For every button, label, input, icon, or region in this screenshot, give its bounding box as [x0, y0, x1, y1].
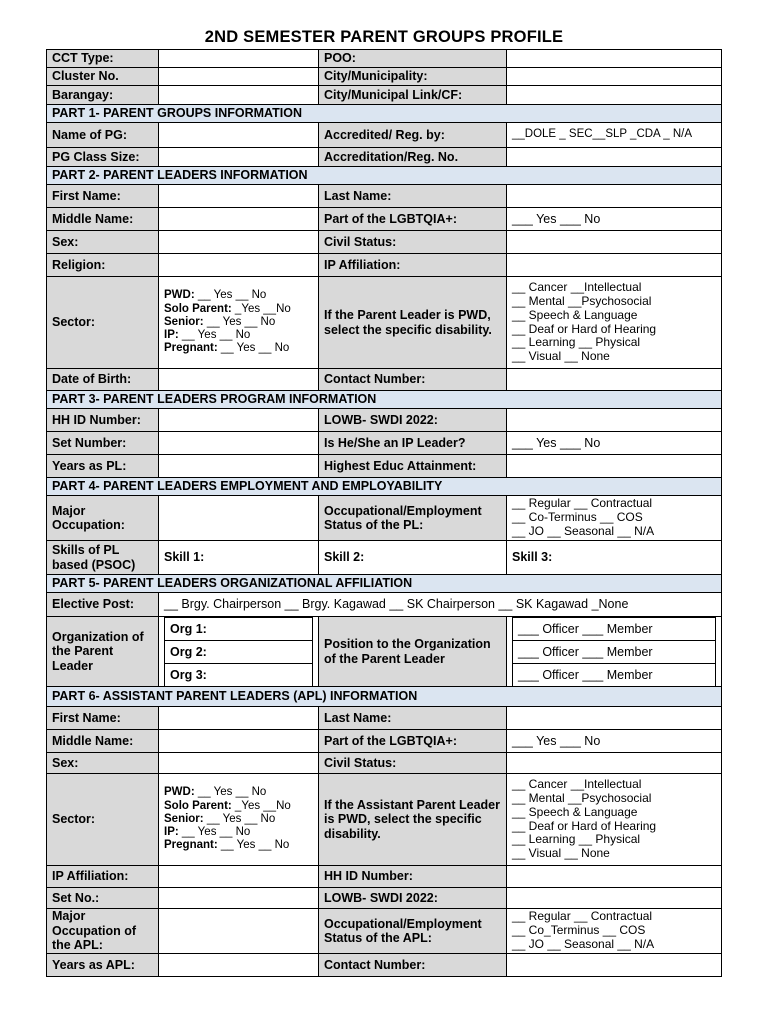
- apl-first-name-label: First Name:: [47, 707, 159, 730]
- disability-option[interactable]: __ Mental __Psychosocial: [512, 293, 652, 308]
- pl-sex-label: Sex:: [47, 231, 159, 254]
- pl-lgbtqia-label: Part of the LGBTQIA+:: [319, 208, 507, 231]
- apl-ip-affiliation-label: IP Affiliation:: [47, 866, 159, 888]
- pl-sex-field[interactable]: [159, 231, 319, 254]
- org1-field[interactable]: Org 1:: [165, 618, 313, 641]
- accredited-options[interactable]: __DOLE _ SEC__SLP _CDA _ N/A: [507, 123, 722, 148]
- pl-sector-pregnant[interactable]: Pregnant: __ Yes __ No: [164, 342, 290, 355]
- position-option[interactable]: ___ Officer ___ Member: [513, 618, 716, 641]
- disability-option[interactable]: __ Learning __ Physical: [512, 832, 641, 847]
- apl-major-occupation-label: Major Occupation of the APL:: [47, 909, 159, 954]
- pg-name-field[interactable]: [159, 123, 319, 148]
- pl-sector-options[interactable]: [159, 277, 319, 369]
- poo-label: POO:: [319, 50, 507, 68]
- apl-contact-label: Contact Number:: [319, 954, 507, 977]
- pl-first-name-field[interactable]: [159, 185, 319, 208]
- city-link-field[interactable]: [507, 86, 722, 105]
- pl-years-label: Years as PL:: [47, 455, 159, 478]
- part2-heading: PART 2- PARENT LEADERS INFORMATION: [47, 167, 722, 185]
- cluster-no-label: Cluster No.: [47, 68, 159, 86]
- cluster-no-field[interactable]: [159, 68, 319, 86]
- part5-heading: PART 5- PARENT LEADERS ORGANIZATIONAL AFFILIATION: [47, 575, 722, 593]
- pl-skill2-field[interactable]: Skill 2:: [319, 541, 507, 575]
- apl-sex-field[interactable]: [159, 753, 319, 774]
- elective-post-options[interactable]: __ Brgy. Chairperson __ Brgy. Kagawad __ SK Chairperson __ SK Kagawad _None: [159, 593, 722, 617]
- pl-ip-leader-options[interactable]: ___ Yes ___ No: [507, 432, 722, 455]
- pl-contact-field[interactable]: [507, 369, 722, 391]
- pl-major-occupation-field[interactable]: [159, 496, 319, 541]
- employment-option[interactable]: __ Regular __ Contractual: [512, 496, 653, 511]
- pl-organization-label: Organization of the Parent Leader: [47, 617, 159, 687]
- org2-field[interactable]: Org 2:: [165, 641, 313, 664]
- employment-option[interactable]: __ Co-Terminus __ COS: [512, 510, 643, 525]
- employment-option[interactable]: __ JO __ Seasonal __ N/A: [512, 523, 655, 538]
- apl-lowb-field[interactable]: [507, 888, 722, 909]
- apl-last-name-label: Last Name:: [319, 707, 507, 730]
- pl-sector-ip[interactable]: IP: __ Yes __ No: [164, 329, 251, 342]
- disability-option[interactable]: __ Visual __ None: [512, 846, 610, 861]
- pl-civil-status-label: Civil Status:: [319, 231, 507, 254]
- pl-pwd-question: If the Parent Leader is PWD, select the specific disability.: [319, 277, 507, 369]
- part4-heading: PART 4- PARENT LEADERS EMPLOYMENT AND EMPLOYABILITY: [47, 478, 722, 496]
- disability-option[interactable]: __ Deaf or Hard of Hearing: [512, 321, 657, 336]
- cct-type-field[interactable]: [159, 50, 319, 68]
- pl-sector-solo-parent[interactable]: Solo Parent: _Yes __No: [164, 302, 291, 315]
- city-municipality-field[interactable]: [507, 68, 722, 86]
- pg-class-size-field[interactable]: [159, 148, 319, 167]
- pl-sector-senior[interactable]: Senior: __ Yes __ No: [164, 315, 276, 328]
- disability-option[interactable]: __ Mental __Psychosocial: [512, 790, 652, 805]
- apl-lgbtqia-label: Part of the LGBTQIA+:: [319, 730, 507, 753]
- pl-middle-name-label: Middle Name:: [47, 208, 159, 231]
- pl-dob-field[interactable]: [159, 369, 319, 391]
- pl-years-field[interactable]: [159, 455, 319, 478]
- apl-sector-pwd[interactable]: PWD: __ Yes __ No: [164, 786, 267, 799]
- apl-lgbtqia-options[interactable]: ___ Yes ___ No: [507, 730, 722, 753]
- apl-contact-field[interactable]: [507, 954, 722, 977]
- pl-hh-id-label: HH ID Number:: [47, 409, 159, 432]
- pl-ip-affiliation-field[interactable]: [507, 254, 722, 277]
- pl-hh-id-field[interactable]: [159, 409, 319, 432]
- pl-last-name-field[interactable]: [507, 185, 722, 208]
- disability-option[interactable]: __ Cancer __Intellectual: [512, 777, 642, 792]
- profile-form: [46, 49, 722, 977]
- pl-dob-label: Date of Birth:: [47, 369, 159, 391]
- part1-heading: PART 1- PARENT GROUPS INFORMATION: [47, 105, 722, 123]
- apl-sex-label: Sex:: [47, 753, 159, 774]
- apl-major-occupation-field[interactable]: [159, 909, 319, 954]
- part3-heading: PART 3- PARENT LEADERS PROGRAM INFORMATION: [47, 391, 722, 409]
- pl-last-name-label: Last Name:: [319, 185, 507, 208]
- disability-option[interactable]: __ Speech & Language: [512, 307, 638, 322]
- pl-employment-options[interactable]: [507, 496, 722, 541]
- pl-employment-status-label: Occupational/Employment Status of the PL:: [319, 496, 507, 541]
- accreditation-no-label: Accreditation/Reg. No.: [319, 148, 507, 167]
- apl-employment-status-label: Occupational/Employment Status of the APL:: [319, 909, 507, 954]
- barangay-label: Barangay:: [47, 86, 159, 105]
- pl-middle-name-field[interactable]: [159, 208, 319, 231]
- apl-years-label: Years as APL:: [47, 954, 159, 977]
- employment-option[interactable]: __ Co_Terminus __ COS: [512, 923, 646, 938]
- apl-set-no-field[interactable]: [159, 888, 319, 909]
- position-option[interactable]: ___ Officer ___ Member: [513, 664, 716, 687]
- pl-set-number-field[interactable]: [159, 432, 319, 455]
- employment-option[interactable]: __ Regular __ Contractual: [512, 909, 653, 924]
- pl-civil-status-field[interactable]: [507, 231, 722, 254]
- pl-lowb-field[interactable]: [507, 409, 722, 432]
- accreditation-no-field[interactable]: [507, 148, 722, 167]
- pl-org-list: [159, 617, 319, 687]
- disability-option[interactable]: __ Visual __ None: [512, 349, 610, 364]
- apl-middle-name-field[interactable]: [159, 730, 319, 753]
- part6-heading: PART 6- ASSISTANT PARENT LEADERS (APL) INFORMATION: [47, 687, 722, 707]
- pl-highest-educ-label: Highest Educ Attainment:: [319, 455, 507, 478]
- disability-option[interactable]: __ Deaf or Hard of Hearing: [512, 818, 657, 833]
- pl-religion-field[interactable]: [159, 254, 319, 277]
- apl-sector-senior[interactable]: Senior: __ Yes __ No: [164, 812, 276, 825]
- apl-middle-name-label: Middle Name:: [47, 730, 159, 753]
- apl-hh-id-label: HH ID Number:: [319, 866, 507, 888]
- apl-set-no-label: Set No.:: [47, 888, 159, 909]
- pg-name-label: Name of PG:: [47, 123, 159, 148]
- org3-field[interactable]: Org 3:: [165, 664, 313, 687]
- pl-lgbtqia-options[interactable]: ___ Yes ___ No: [507, 208, 722, 231]
- accredited-label: Accredited/ Reg. by:: [319, 123, 507, 148]
- cct-type-label: CCT Type:: [47, 50, 159, 68]
- apl-hh-id-field[interactable]: [507, 866, 722, 888]
- city-link-label: City/Municipal Link/CF:: [319, 86, 507, 105]
- pl-set-number-label: Set Number:: [47, 432, 159, 455]
- barangay-field[interactable]: [159, 86, 319, 105]
- apl-civil-status-label: Civil Status:: [319, 753, 507, 774]
- pl-skills-label: Skills of PL based (PSOC): [47, 541, 159, 575]
- employment-option[interactable]: __ JO __ Seasonal __ N/A: [512, 936, 655, 951]
- pl-contact-label: Contact Number:: [319, 369, 507, 391]
- pl-sector-label: Sector:: [47, 277, 159, 369]
- pl-highest-educ-field[interactable]: [507, 455, 722, 478]
- position-option[interactable]: ___ Officer ___ Member: [513, 641, 716, 664]
- pl-major-occupation-label: Major Occupation:: [47, 496, 159, 541]
- apl-pwd-question: If the Assistant Parent Leader is PWD, select the specific disability.: [319, 774, 507, 866]
- form-title: 2ND SEMESTER PARENT GROUPS PROFILE: [204, 28, 564, 46]
- pl-ip-affiliation-label: IP Affiliation:: [319, 254, 507, 277]
- pl-lowb-label: LOWB- SWDI 2022:: [319, 409, 507, 432]
- apl-lowb-label: LOWB- SWDI 2022:: [319, 888, 507, 909]
- apl-years-field[interactable]: [159, 954, 319, 977]
- pl-first-name-label: First Name:: [47, 185, 159, 208]
- pl-skill1-field[interactable]: Skill 1:: [159, 541, 319, 575]
- pl-disability-options[interactable]: [507, 277, 722, 369]
- pl-ip-leader-label: Is He/She an IP Leader?: [319, 432, 507, 455]
- apl-disability-options[interactable]: [507, 774, 722, 866]
- apl-first-name-field[interactable]: [159, 707, 319, 730]
- apl-sector-options[interactable]: [159, 774, 319, 866]
- pl-religion-label: Religion:: [47, 254, 159, 277]
- disability-option[interactable]: __ Learning __ Physical: [512, 335, 641, 350]
- apl-ip-affiliation-field[interactable]: [159, 866, 319, 888]
- disability-option[interactable]: __ Cancer __Intellectual: [512, 280, 642, 295]
- poo-field[interactable]: [507, 50, 722, 68]
- disability-option[interactable]: __ Speech & Language: [512, 804, 638, 819]
- apl-sector-pregnant[interactable]: Pregnant: __ Yes __ No: [164, 839, 290, 852]
- pl-position-label: Position to the Organization of the Parent Leader: [319, 617, 507, 687]
- pl-position-list: [507, 617, 722, 687]
- apl-sector-solo-parent[interactable]: Solo Parent: _Yes __No: [164, 799, 291, 812]
- pg-class-size-label: PG Class Size:: [47, 148, 159, 167]
- city-municipality-label: City/Municipality:: [319, 68, 507, 86]
- apl-employment-options[interactable]: [507, 909, 722, 954]
- pl-skill3-field[interactable]: Skill 3:: [507, 541, 722, 575]
- pl-sector-pwd[interactable]: PWD: __ Yes __ No: [164, 289, 267, 302]
- elective-post-label: Elective Post:: [47, 593, 159, 617]
- apl-sector-ip[interactable]: IP: __ Yes __ No: [164, 826, 251, 839]
- apl-last-name-field[interactable]: [507, 707, 722, 730]
- apl-civil-status-field[interactable]: [507, 753, 722, 774]
- apl-sector-label: Sector:: [47, 774, 159, 866]
